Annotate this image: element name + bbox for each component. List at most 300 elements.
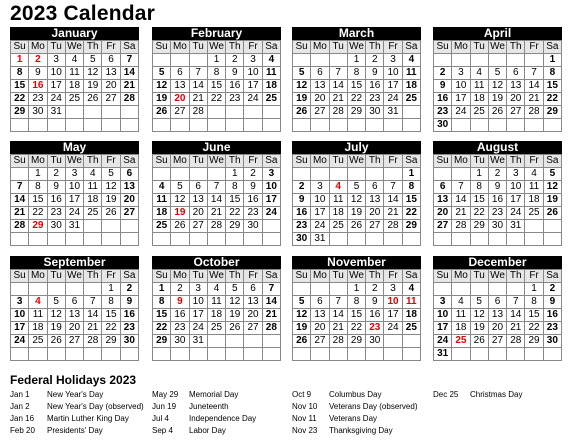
day-cell: 18	[525, 194, 543, 207]
day-cell: 18	[402, 80, 420, 93]
week-row	[434, 181, 562, 194]
day-cell: 21	[329, 93, 347, 106]
week-row	[11, 67, 139, 80]
day-cell: 16	[488, 194, 506, 207]
day-cell: 1	[29, 168, 47, 181]
day-cell: 23	[29, 93, 47, 106]
week-row	[11, 283, 139, 296]
day-cell: 23	[543, 322, 561, 335]
day-cell: 16	[226, 80, 244, 93]
empty-day-cell	[329, 348, 347, 361]
day-cell: 3	[384, 54, 402, 67]
empty-day-cell	[207, 348, 225, 361]
day-cell: 24	[262, 207, 280, 220]
day-cell: 6	[244, 283, 262, 296]
day-cell: 7	[384, 181, 402, 194]
day-cell: 18	[153, 207, 171, 220]
day-cell: 21	[11, 207, 29, 220]
week-row	[11, 220, 139, 233]
day-cell: 8	[29, 181, 47, 194]
day-cell: 15	[347, 309, 365, 322]
weekday-label: We	[349, 155, 364, 166]
week-row	[153, 106, 281, 119]
day-cell: 9	[244, 181, 262, 194]
day-cell: 24	[65, 207, 83, 220]
day-cell: 16	[171, 309, 189, 322]
day-cell: 3	[65, 168, 83, 181]
day-cell: 27	[120, 207, 138, 220]
day-cell: 2	[488, 168, 506, 181]
day-cell: 13	[366, 194, 384, 207]
day-cell: 12	[226, 296, 244, 309]
day-cell: 19	[293, 322, 311, 335]
day-cell: 15	[543, 80, 561, 93]
day-cell: 22	[102, 322, 120, 335]
day-cell: 5	[543, 168, 561, 181]
day-cell: 5	[171, 181, 189, 194]
empty-day-cell	[347, 119, 365, 132]
day-cell: 12	[543, 181, 561, 194]
day-cell: 7	[84, 296, 102, 309]
week-row	[293, 67, 421, 80]
holiday-name: Juneteenth	[189, 402, 229, 411]
day-cell: 10	[507, 181, 525, 194]
empty-day-cell	[366, 119, 384, 132]
empty-day-cell	[47, 119, 65, 132]
day-cell: 2	[293, 181, 311, 194]
holiday-name: Thanksgiving Day	[329, 426, 393, 435]
day-cell: 23	[244, 207, 262, 220]
day-cell: 4	[153, 181, 171, 194]
weekday-header	[153, 270, 281, 283]
day-cell: 12	[347, 194, 365, 207]
month-name: February	[152, 27, 281, 40]
day-cell: 16	[543, 309, 561, 322]
weekday-label: Tu	[470, 270, 488, 283]
day-cell: 16	[366, 309, 384, 322]
empty-day-cell	[293, 168, 311, 181]
day-cell: 22	[11, 93, 29, 106]
day-cell: 27	[244, 322, 262, 335]
day-cell: 28	[525, 106, 543, 119]
day-cell: 23	[226, 93, 244, 106]
empty-day-cell	[347, 233, 365, 246]
empty-day-cell	[293, 54, 311, 67]
holiday-name: Veterans Day (observed)	[329, 402, 418, 411]
holiday-day-cell: 29	[29, 220, 47, 233]
holiday-day-cell: 4	[29, 296, 47, 309]
holiday-day-cell: 2	[29, 54, 47, 67]
day-cell: 21	[329, 322, 347, 335]
day-cell: 6	[488, 296, 506, 309]
empty-day-cell	[262, 106, 280, 119]
day-cell: 23	[488, 207, 506, 220]
day-cell: 24	[189, 322, 207, 335]
month-may	[10, 141, 139, 246]
month-january	[10, 27, 139, 132]
day-cell: 8	[11, 67, 29, 80]
week-row	[434, 168, 562, 181]
weekday-label: Fr	[525, 155, 543, 168]
day-cell: 10	[11, 309, 29, 322]
day-cell: 14	[507, 309, 525, 322]
empty-day-cell	[207, 168, 225, 181]
day-cell: 25	[65, 93, 83, 106]
weekday-label: Fr	[525, 41, 543, 54]
empty-day-cell	[11, 348, 29, 361]
week-row	[434, 220, 562, 233]
week-row	[293, 93, 421, 106]
day-cell: 26	[171, 220, 189, 233]
weekday-label: Mo	[29, 155, 47, 168]
day-cell: 7	[11, 181, 29, 194]
month-name: September	[10, 256, 139, 269]
week-row	[11, 348, 139, 361]
day-cell: 20	[507, 93, 525, 106]
day-cell: 11	[65, 67, 83, 80]
day-cell: 13	[434, 194, 452, 207]
day-cell: 19	[226, 309, 244, 322]
day-cell: 11	[470, 80, 488, 93]
week-row	[434, 194, 562, 207]
week-row	[434, 309, 562, 322]
day-cell: 18	[470, 93, 488, 106]
day-cell: 4	[262, 54, 280, 67]
day-cell: 20	[488, 322, 506, 335]
day-cell: 11	[29, 309, 47, 322]
holiday-name: Veterans Day	[329, 414, 378, 423]
day-cell: 31	[434, 348, 452, 361]
empty-day-cell	[226, 106, 244, 119]
weekday-label: Mo	[452, 41, 470, 54]
day-cell: 13	[488, 309, 506, 322]
day-cell: 3	[47, 54, 65, 67]
week-row	[434, 67, 562, 80]
day-cell: 31	[65, 220, 83, 233]
month-october	[152, 256, 281, 361]
day-cell: 3	[434, 296, 452, 309]
day-cell: 25	[329, 220, 347, 233]
holiday-row	[10, 401, 144, 413]
empty-day-cell	[329, 233, 347, 246]
day-cell: 23	[47, 207, 65, 220]
day-cell: 28	[84, 335, 102, 348]
week-row	[153, 119, 281, 132]
day-cell: 14	[11, 194, 29, 207]
week-row	[293, 233, 421, 246]
day-cell: 23	[293, 220, 311, 233]
weekday-label: Fr	[384, 41, 402, 54]
week-row	[153, 335, 281, 348]
empty-day-cell	[207, 233, 225, 246]
day-cell: 11	[452, 309, 470, 322]
weekday-label: We	[209, 270, 224, 281]
day-cell: 12	[488, 80, 506, 93]
day-cell: 2	[120, 283, 138, 296]
holiday-column	[10, 389, 144, 437]
day-cell: 8	[525, 296, 543, 309]
day-cell: 7	[525, 67, 543, 80]
day-cell: 22	[347, 322, 365, 335]
empty-day-cell	[102, 119, 120, 132]
day-cell: 4	[452, 296, 470, 309]
weekday-label: Su	[293, 155, 311, 168]
day-cell: 28	[207, 220, 225, 233]
day-cell: 21	[84, 322, 102, 335]
week-row	[293, 181, 421, 194]
empty-day-cell	[11, 283, 29, 296]
day-cell: 27	[434, 220, 452, 233]
month-december	[433, 256, 562, 361]
day-cell: 30	[543, 335, 561, 348]
empty-day-cell	[189, 168, 207, 181]
empty-day-cell	[525, 233, 543, 246]
weekday-label: We	[490, 41, 505, 52]
week-row	[11, 106, 139, 119]
holiday-name: Presidents' Day	[47, 426, 103, 435]
day-cell: 26	[470, 335, 488, 348]
weekday-header	[153, 155, 281, 168]
weekday-label: Sa	[543, 270, 561, 283]
day-cell: 28	[452, 220, 470, 233]
day-cell: 22	[525, 322, 543, 335]
weekday-label: We	[67, 270, 82, 281]
day-cell: 23	[171, 322, 189, 335]
day-cell: 12	[84, 67, 102, 80]
day-cell: 21	[189, 93, 207, 106]
week-row	[153, 296, 281, 309]
week-row	[153, 207, 281, 220]
weekday-header	[434, 41, 562, 54]
week-row	[293, 54, 421, 67]
weekday-header	[293, 41, 421, 54]
empty-day-cell	[262, 119, 280, 132]
day-cell: 5	[102, 168, 120, 181]
month-name: April	[433, 27, 562, 40]
weekday-label: Sa	[402, 155, 420, 168]
day-cell: 15	[347, 80, 365, 93]
weekday-label: Th	[84, 155, 102, 168]
week-row	[434, 283, 562, 296]
holiday-date: Dec 25	[433, 390, 459, 399]
holidays-heading: Federal Holidays 2023	[10, 373, 137, 387]
week-row	[434, 322, 562, 335]
weekday-header	[11, 41, 139, 54]
weekday-label: Su	[11, 41, 29, 54]
day-cell: 18	[402, 309, 420, 322]
empty-day-cell	[311, 348, 329, 361]
day-cell: 13	[311, 80, 329, 93]
weekday-label: Th	[226, 41, 244, 54]
holiday-date: Nov 10	[292, 402, 318, 411]
holiday-day-cell: 16	[29, 80, 47, 93]
weekday-label: Fr	[102, 270, 120, 283]
weekday-label: Mo	[452, 270, 470, 283]
day-cell: 1	[543, 54, 561, 67]
weekday-label: Tu	[189, 270, 207, 283]
empty-day-cell	[543, 119, 561, 132]
empty-day-cell	[347, 168, 365, 181]
week-row	[153, 283, 281, 296]
day-cell: 31	[47, 106, 65, 119]
day-cell: 27	[507, 106, 525, 119]
weekday-label: Su	[434, 41, 452, 54]
weekday-header	[11, 155, 139, 168]
empty-day-cell	[347, 348, 365, 361]
day-cell: 29	[226, 220, 244, 233]
empty-day-cell	[171, 54, 189, 67]
week-row	[11, 80, 139, 93]
day-cell: 22	[153, 322, 171, 335]
day-cell: 4	[402, 283, 420, 296]
day-cell: 19	[488, 93, 506, 106]
day-cell: 27	[488, 335, 506, 348]
empty-day-cell	[470, 348, 488, 361]
day-cell: 18	[262, 80, 280, 93]
day-cell: 19	[47, 322, 65, 335]
empty-day-cell	[452, 54, 470, 67]
day-cell: 17	[452, 93, 470, 106]
day-cell: 7	[507, 296, 525, 309]
week-row	[293, 322, 421, 335]
empty-day-cell	[11, 119, 29, 132]
empty-day-cell	[171, 348, 189, 361]
week-row	[153, 322, 281, 335]
day-cell: 28	[507, 335, 525, 348]
month-table	[10, 40, 139, 132]
holiday-date: Jan 1	[10, 390, 30, 399]
day-cell: 25	[84, 207, 102, 220]
day-cell: 4	[402, 54, 420, 67]
day-cell: 9	[434, 80, 452, 93]
weekday-label: Tu	[47, 270, 65, 283]
day-cell: 3	[384, 283, 402, 296]
day-cell: 5	[47, 296, 65, 309]
month-february	[152, 27, 281, 132]
holiday-row	[292, 413, 418, 425]
day-cell: 27	[366, 220, 384, 233]
holiday-day-cell: 23	[366, 322, 384, 335]
day-cell: 9	[488, 181, 506, 194]
empty-day-cell	[226, 119, 244, 132]
day-cell: 8	[102, 296, 120, 309]
day-cell: 2	[543, 283, 561, 296]
day-cell: 18	[84, 194, 102, 207]
week-row	[11, 296, 139, 309]
week-row	[293, 80, 421, 93]
day-cell: 22	[347, 93, 365, 106]
weekday-label: Th	[226, 270, 244, 283]
day-cell: 17	[47, 80, 65, 93]
day-cell: 17	[244, 80, 262, 93]
empty-day-cell	[29, 283, 47, 296]
day-cell: 30	[171, 335, 189, 348]
weekday-label: Th	[84, 270, 102, 283]
day-cell: 20	[311, 322, 329, 335]
day-cell: 22	[226, 207, 244, 220]
day-cell: 7	[329, 296, 347, 309]
day-cell: 16	[434, 93, 452, 106]
holiday-row	[152, 413, 256, 425]
month-table	[433, 154, 562, 246]
day-cell: 8	[347, 67, 365, 80]
day-cell: 29	[102, 335, 120, 348]
day-cell: 9	[366, 67, 384, 80]
weekday-label: Su	[434, 270, 452, 283]
day-cell: 4	[525, 168, 543, 181]
empty-day-cell	[244, 335, 262, 348]
day-cell: 24	[11, 335, 29, 348]
week-row	[293, 106, 421, 119]
weekday-label: Su	[11, 270, 29, 283]
day-cell: 24	[47, 93, 65, 106]
empty-day-cell	[452, 233, 470, 246]
day-cell: 30	[120, 335, 138, 348]
day-cell: 29	[525, 335, 543, 348]
weekday-label: Sa	[543, 41, 561, 54]
day-cell: 12	[293, 309, 311, 322]
day-cell: 14	[329, 80, 347, 93]
empty-day-cell	[384, 348, 402, 361]
day-cell: 14	[120, 67, 138, 80]
empty-day-cell	[543, 220, 561, 233]
month-name: June	[152, 141, 281, 154]
day-cell: 28	[120, 93, 138, 106]
day-cell: 5	[293, 296, 311, 309]
day-cell: 28	[384, 220, 402, 233]
weekday-label: Fr	[384, 155, 402, 168]
day-cell: 3	[507, 168, 525, 181]
empty-day-cell	[171, 233, 189, 246]
empty-day-cell	[102, 220, 120, 233]
day-cell: 11	[262, 67, 280, 80]
month-table	[433, 269, 562, 361]
day-cell: 5	[488, 67, 506, 80]
day-cell: 1	[153, 283, 171, 296]
day-cell: 31	[189, 335, 207, 348]
day-cell: 15	[525, 309, 543, 322]
weekday-label: Fr	[244, 155, 262, 168]
day-cell: 26	[347, 220, 365, 233]
weekday-label: Tu	[47, 41, 65, 54]
day-cell: 12	[102, 181, 120, 194]
week-row	[153, 309, 281, 322]
day-cell: 29	[153, 335, 171, 348]
empty-day-cell	[65, 283, 83, 296]
day-cell: 6	[65, 296, 83, 309]
day-cell: 17	[507, 194, 525, 207]
empty-day-cell	[244, 348, 262, 361]
day-cell: 6	[189, 181, 207, 194]
holiday-name: Martin Luther King Day	[47, 414, 129, 423]
day-cell: 21	[452, 207, 470, 220]
empty-day-cell	[329, 54, 347, 67]
empty-day-cell	[525, 119, 543, 132]
empty-day-cell	[384, 335, 402, 348]
empty-day-cell	[65, 119, 83, 132]
week-row	[153, 54, 281, 67]
day-cell: 22	[207, 93, 225, 106]
month-table	[152, 269, 281, 361]
holiday-row	[10, 413, 144, 425]
empty-day-cell	[120, 119, 138, 132]
day-cell: 24	[384, 93, 402, 106]
day-cell: 19	[102, 194, 120, 207]
weekday-label: We	[490, 155, 505, 166]
month-september	[10, 256, 139, 361]
empty-day-cell	[84, 106, 102, 119]
day-cell: 1	[525, 283, 543, 296]
